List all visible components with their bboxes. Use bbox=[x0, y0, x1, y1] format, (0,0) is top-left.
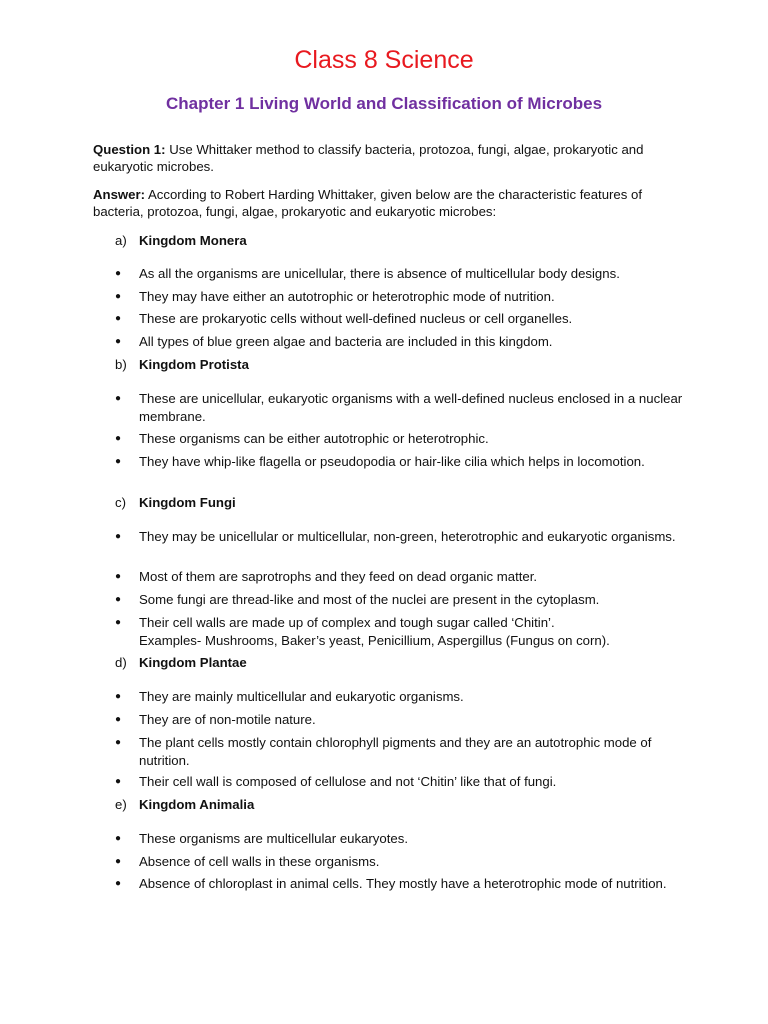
section-title: Kingdom Protista bbox=[139, 357, 249, 372]
bullet-icon: ● bbox=[115, 456, 122, 467]
bullet-icon: ● bbox=[115, 291, 122, 302]
list-item: ● The plant cells mostly contain chlorophyll pigments and they are an autotrophic mode of nutrition. bbox=[115, 735, 652, 768]
section-heading-plantae bbox=[115, 654, 247, 671]
bullet-icon: ● bbox=[115, 531, 122, 542]
bullet-icon: ● bbox=[115, 594, 122, 605]
section-letter: e) bbox=[115, 797, 127, 812]
bullet-icon: ● bbox=[115, 433, 122, 444]
list-item: ● All types of blue green algae and bacteria are included in this kingdom. bbox=[115, 334, 553, 349]
list-item: ● Absence of cell walls in these organisms. bbox=[115, 854, 380, 869]
list-item: ● These organisms are multicellular eukaryotes. bbox=[115, 831, 408, 846]
bullet-icon: ● bbox=[115, 691, 122, 702]
list-item: ● Some fungi are thread-like and most of the nuclei are present in the cytoplasm. bbox=[115, 592, 600, 607]
list-item: ● Their cell wall is composed of cellulose and not ‘Chitin’ like that of fungi. bbox=[115, 774, 557, 789]
bullet-icon: ● bbox=[115, 313, 122, 324]
list-item: ● They may have either an autotrophic or heterotrophic mode of nutrition. bbox=[115, 289, 555, 304]
bullet-icon: ● bbox=[115, 268, 122, 279]
list-item: ● They have whip-like flagella or pseudopodia or hair-like cilia which helps in locomotion. bbox=[115, 454, 645, 469]
question-text: Use Whittaker method to classify bacteria, protozoa, fungi, algae, prokaryotic and eukaryotic microbes. bbox=[93, 142, 644, 174]
list-item: ● These organisms can be either autotrophic or heterotrophic. bbox=[115, 431, 489, 446]
bullet-icon: ● bbox=[115, 776, 122, 787]
page-title: Class 8 Science bbox=[294, 46, 474, 74]
bullet-icon: ● bbox=[115, 833, 122, 844]
question-paragraph bbox=[93, 141, 683, 175]
section-heading-fungi bbox=[115, 494, 236, 511]
bullet-icon: ● bbox=[115, 737, 122, 748]
bullet-icon: ● bbox=[115, 393, 122, 404]
list-item: ● They are mainly multicellular and eukaryotic organisms. bbox=[115, 689, 464, 704]
answer-text: According to Robert Harding Whittaker, given below are the characteristic features of bacteria, protozoa, fungi, algae, prokaryotic and eukaryotic microbes: bbox=[93, 187, 643, 219]
section-title: Kingdom Animalia bbox=[139, 797, 255, 812]
question-label: Question 1: bbox=[93, 142, 166, 157]
bullet-icon: ● bbox=[115, 714, 122, 725]
section-heading-protista bbox=[115, 356, 249, 373]
list-item: ● They may be unicellular or multicellular, non-green, heterotrophic and eukaryotic organisms. bbox=[115, 529, 676, 544]
bullet-icon: ● bbox=[115, 336, 122, 347]
bullet-icon: ● bbox=[115, 571, 122, 582]
section-heading-monera bbox=[115, 232, 247, 249]
section-letter: d) bbox=[115, 655, 127, 670]
answer-paragraph bbox=[93, 186, 683, 220]
section-letter: c) bbox=[115, 495, 126, 510]
section-title: Kingdom Plantae bbox=[139, 655, 247, 670]
chapter-title: Chapter 1 Living World and Classification of Microbes bbox=[165, 94, 603, 113]
answer-label: Answer: bbox=[93, 187, 146, 202]
list-item: ● These are unicellular, eukaryotic organisms with a well-defined nucleus enclosed in a nuclear membrane. bbox=[115, 391, 683, 424]
section-letter: a) bbox=[115, 233, 127, 248]
list-item: ● They are of non-motile nature. bbox=[115, 712, 316, 727]
bullet-icon: ● bbox=[115, 878, 122, 889]
section-heading-animalia bbox=[115, 796, 254, 813]
bullet-icon: ● bbox=[115, 617, 122, 628]
list-item: ● Absence of chloroplast in animal cells. They mostly have a heterotrophic mode of nutrition. bbox=[115, 876, 667, 891]
list-item: ● As all the organisms are unicellular, there is absence of multicellular body designs. bbox=[115, 266, 620, 281]
section-letter: b) bbox=[115, 357, 127, 372]
section-title: Kingdom Fungi bbox=[139, 495, 236, 510]
section-title: Kingdom Monera bbox=[139, 233, 247, 248]
bullet-icon: ● bbox=[115, 856, 122, 867]
list-item: ● These are prokaryotic cells without well-defined nucleus or cell organelles. bbox=[115, 311, 573, 326]
list-item: ● Most of them are saprotrophs and they feed on dead organic matter. bbox=[115, 569, 538, 584]
list-item: ● Their cell walls are made up of complex and tough sugar called ‘Chitin’. Examples- Mushrooms, Baker’s yeast, Penicillium, Aspergillus (Fungus on corn). bbox=[115, 615, 610, 648]
